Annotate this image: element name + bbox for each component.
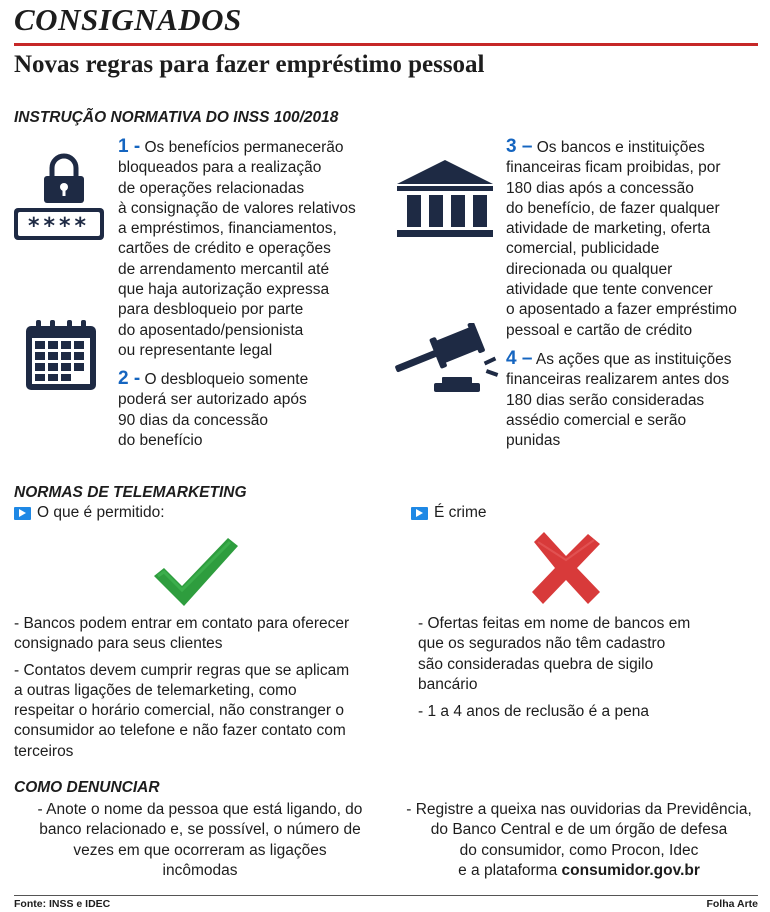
source-credit: [14, 898, 110, 910]
crime-text: É crime: [434, 504, 487, 521]
rule-text-1: Os benefícios permanecerão bloqueados para a realização de operações relacionadas à consignação de valores relativos a empréstimos, financiamentos, cartões de crédito e operações de arrendamento mercantil até que haja autorização expressa para desbloqueio por parte do aposentado/pensionista ou representante legal: [118, 139, 356, 359]
crime-label: [411, 503, 487, 523]
consumidor-link[interactable]: consumidor.gov.br: [561, 861, 700, 879]
rule-number-4: 4 –: [506, 348, 533, 369]
rule-text-4: As ações que as instituições financeiras realizarem antes dos 180 dias serão consideradas assédio comercial e serão punidas: [506, 351, 732, 450]
rule-item-3: [506, 137, 766, 341]
footer-divider: [14, 895, 758, 896]
denunciar-left-text: - Anote o nome da pessoa que está ligando, do banco relacionado e, se possível, o número de vezes em que ocorreram as ligações incômodas: [37, 801, 363, 879]
permitido-label: [14, 503, 165, 523]
arrow-tag-icon: [411, 507, 428, 520]
crime-list: [418, 614, 758, 728]
headline: Novas regras para fazer empréstimo pessoal: [14, 51, 485, 78]
cross-mark-icon: [526, 528, 606, 608]
source-text: Fonte: INSS e IDEC: [14, 898, 111, 910]
rule-text-3: Os bancos e instituições financeiras ficam proibidas, por 180 dias após a concessão do benefício, de fazer qualquer atividade de marketing, oferta comercial, publicidade direcionada ou qualquer atividade que tente convencer o aposentado a fazer empréstimo pessoal e cartão de crédito: [506, 139, 737, 339]
password-mask: ****: [27, 214, 91, 239]
permitido-list: [14, 614, 394, 768]
rule-item-2: [118, 369, 388, 451]
rule-item-4: [506, 349, 766, 451]
section-title-denunciar: COMO DENUNCIAR: [14, 779, 160, 796]
title-divider: [14, 43, 758, 46]
section-title-instrucao: INSTRUÇÃO NORMATIVA DO INSS 100/2018: [14, 109, 339, 126]
rule-number-3: 3 –: [506, 136, 533, 157]
kicker-title: CONSIGNADOS: [14, 2, 242, 37]
rule-text-2: O desbloqueio somente poderá ser autorizado após 90 dias da concessão do benefício: [118, 371, 309, 449]
crime-item-2: - 1 a 4 anos de reclusão é a pena: [418, 703, 649, 721]
art-credit: [706, 898, 758, 910]
crime-item-1: - Ofertas feitas em nome de bancos em que os segurados não têm cadastro são consideradas quebra de sigilo bancário: [418, 615, 691, 693]
permitido-text: O que é permitido:: [37, 504, 165, 521]
section-title-telemarketing: NORMAS DE TELEMARKETING: [14, 484, 247, 501]
rule-item-1: [118, 137, 388, 361]
lock-password-icon: [12, 150, 107, 250]
permitido-item-2: - Contatos devem cumprir regras que se aplicam a outras ligações de telemarketing, como respeitar o horário comercial, não constranger o consumidor ao telefone e não fazer contato com terceiros: [14, 661, 350, 760]
art-credit-text: Folha Arte: [706, 898, 758, 910]
denunciar-right-text: - Registre a queixa nas ouvidorias da Previdência, do Banco Central e de um órgão de defesa do consumidor, como Procon, Idec e a plataforma: [406, 801, 752, 879]
arrow-tag-icon: [14, 507, 31, 520]
calendar-icon: [24, 318, 98, 392]
bank-building-icon: [393, 158, 497, 240]
permitido-item-1: - Bancos podem entrar em contato para oferecer consignado para seus clientes: [14, 615, 350, 653]
check-mark-icon: [148, 532, 242, 610]
rule-number-2: 2 -: [118, 368, 141, 389]
denunciar-right: [392, 800, 766, 881]
gavel-icon: [388, 323, 500, 395]
rule-number-1: 1 -: [118, 136, 141, 157]
